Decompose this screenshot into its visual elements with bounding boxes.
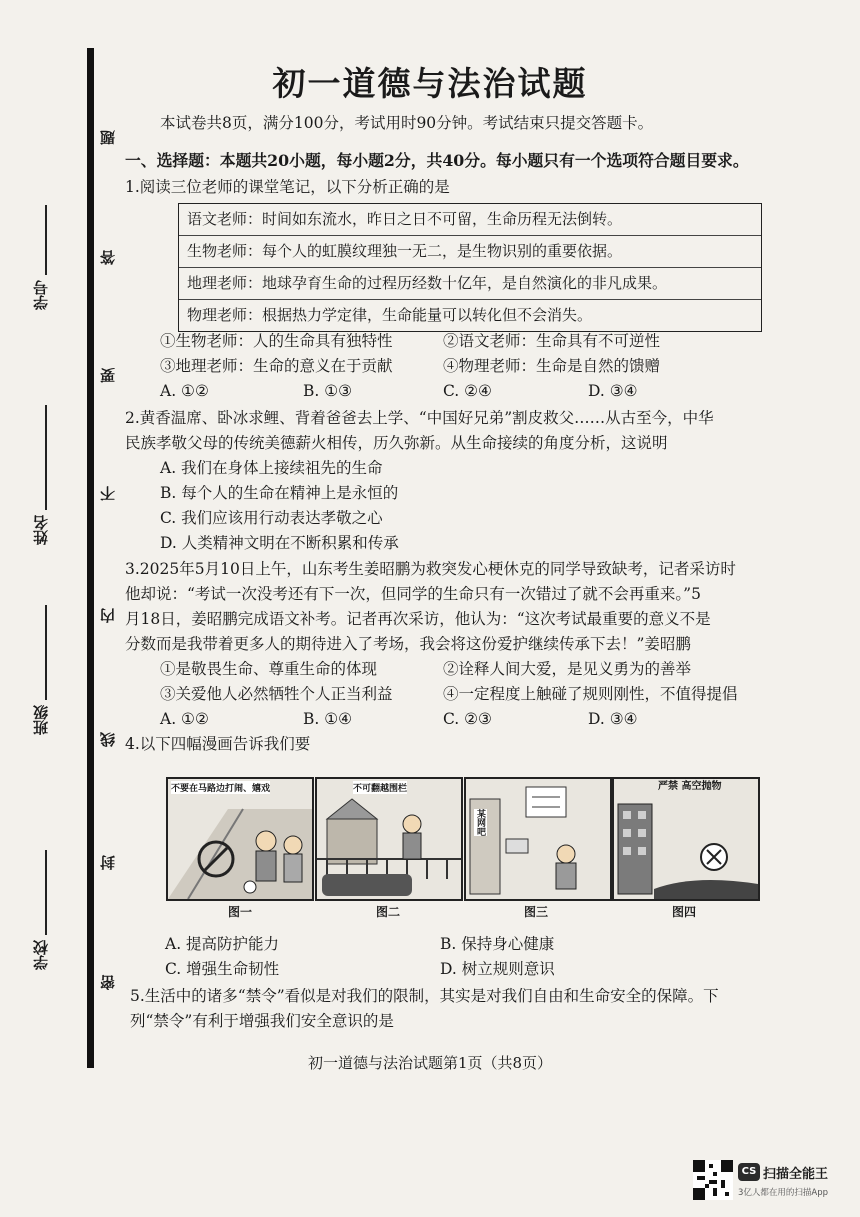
question-4-stem: 4.以下四幅漫画告诉我们要 — [125, 735, 311, 753]
option-c: C. 我们应该用行动表达孝敬之心 — [160, 509, 383, 527]
note-row: 语文老师：时间如东流水，昨日之日不可留，生命历程无法倒转。 — [179, 204, 761, 236]
student-id-blank — [45, 205, 47, 275]
scanner-tagline: 3亿人都在用的扫描App — [738, 1188, 829, 1198]
option-d: D. ③④ — [588, 710, 638, 728]
comic-sign: 不要在马路边打闹、嬉戏 — [171, 781, 270, 794]
school-label: 学校 — [32, 940, 50, 970]
scanner-app-name: 扫描全能王 — [763, 1167, 829, 1182]
page-title: 初一道德与法治试题 — [272, 64, 588, 103]
name-label: 姓名 — [32, 515, 50, 545]
question-3-line: 分数而是我带着更多人的期待进入了考场，我会将这份爱护继续传承下去！”姜昭鹏 — [125, 635, 691, 653]
option-a: A. 提高防护能力 — [165, 935, 280, 953]
seal-char: 题 — [99, 130, 117, 145]
statement-3: ③地理老师：生命的意义在于贡献 — [160, 357, 393, 375]
seal-char: 封 — [99, 855, 117, 870]
seal-char: 不 — [99, 486, 117, 501]
comic-sign: 严禁 高空抛物 — [658, 781, 722, 792]
comic-caption: 图三 — [524, 905, 549, 919]
statement-1: ①生物老师：人的生命具有独特性 — [160, 332, 393, 350]
question-2-line: 2.黄香温席、卧冰求鲤、背着爸爸去上学、“中国好兄弟”割皮救父……从古至今，中华 — [125, 409, 714, 427]
note-row: 地理老师：地球孕育生命的过程历经数十亿年，是自然演化的非凡成果。 — [179, 268, 761, 300]
option-b: B. ①④ — [303, 710, 353, 728]
school-blank — [45, 850, 47, 935]
question-2-line: 民族孝敬父母的传统美德薪火相传，历久弥新。从生命接续的角度分析，这说明 — [125, 434, 668, 452]
statement-3: ③关爱他人必然牺牲个人正当利益 — [160, 685, 393, 703]
page-footer: 初一道德与法治试题第1页（共8页） — [307, 1054, 553, 1072]
option-c: C. 增强生命韧性 — [165, 960, 280, 978]
seal-char: 要 — [99, 368, 117, 383]
statement-2: ②诠释人间大爱，是见义勇为的善举 — [443, 660, 692, 678]
comic-illustration — [168, 779, 312, 899]
option-a: A. ①② — [160, 382, 209, 400]
seal-char: 答 — [99, 250, 117, 265]
question-5-line: 5.生活中的诸多“禁令”看似是对我们的限制，其实是对我们自由和生命安全的保障。下 — [130, 987, 719, 1005]
scanner-logo: CS — [738, 1163, 760, 1181]
seal-char: 内 — [99, 608, 117, 623]
note-row: 物理老师：根据热力学定律，生命能量可以转化但不会消失。 — [187, 306, 593, 324]
comic-panel-2 — [315, 777, 463, 901]
comic-caption: 图一 — [228, 905, 253, 919]
comic-caption: 图二 — [376, 905, 401, 919]
comic-caption: 图四 — [672, 905, 697, 919]
option-b: B. ①③ — [303, 382, 353, 400]
option-c: C. ②③ — [443, 710, 492, 728]
comic-panel-4 — [612, 777, 760, 901]
comic-sign: 不可翻越围栏 — [353, 781, 407, 794]
option-d: D. ③④ — [588, 382, 638, 400]
class-blank — [45, 605, 47, 700]
comic-illustration — [317, 779, 461, 899]
option-a: A. 我们在身体上接续祖先的生命 — [160, 459, 383, 477]
comic-illustration — [614, 779, 758, 899]
question-3-line: 3.2025年5月10日上午，山东考生姜昭鹏为救突发心梗休克的同学导致缺考，记者采访时 — [125, 560, 736, 578]
option-d: D. 人类精神文明在不断积累和传承 — [160, 534, 399, 552]
statement-4: ④一定程度上触碰了规则刚性，不值得提倡 — [443, 685, 738, 703]
comic-panel-3 — [464, 777, 612, 901]
student-id-label: 学号 — [32, 280, 50, 310]
option-c: C. ②④ — [443, 382, 492, 400]
name-blank — [45, 405, 47, 510]
statement-1: ①是敬畏生命、尊重生命的体现 — [160, 660, 378, 678]
statement-4: ④物理老师：生命是自然的馈赠 — [443, 357, 661, 375]
question-3-line: 他却说：“考试一次没考还有下一次，但同学的生命只有一次错过了就不会再重来。”5 — [125, 585, 701, 603]
note-row: 生物老师：每个人的虹膜纹理独一无二，是生物识别的重要依据。 — [179, 236, 761, 268]
option-b: B. 每个人的生命在精神上是永恒的 — [160, 484, 399, 502]
comic-illustration — [466, 779, 610, 899]
seal-char: 线 — [99, 732, 117, 747]
statement-2: ②语文老师：生命具有不可逆性 — [443, 332, 661, 350]
option-a: A. ①② — [160, 710, 209, 728]
option-d: D. 树立规则意识 — [440, 960, 555, 978]
question-5-line: 列“禁令”有利于增强我们安全意识的是 — [130, 1012, 394, 1030]
comic-sign: 某网吧 — [475, 809, 485, 836]
option-b: B. 保持身心健康 — [440, 935, 555, 953]
seal-char: 密 — [99, 975, 117, 990]
question-1-stem: 1.阅读三位老师的课堂笔记，以下分析正确的是 — [125, 178, 450, 196]
teacher-notes-table — [178, 203, 762, 332]
question-3-line: 月18日，姜昭鹏完成语文补考。记者再次采访，他认为：“这次考试最重要的意义不是 — [125, 610, 711, 628]
section-heading: 一、选择题：本题共20小题，每小题2分，共40分。每小题只有一个选项符合题目要求。 — [125, 151, 749, 170]
comic-panel-1 — [166, 777, 314, 901]
exam-instructions: 本试卷共8页，满分100分，考试用时90分钟。考试结束只提交答题卡。 — [160, 114, 654, 132]
qr-code-icon — [693, 1160, 733, 1200]
class-label: 班级 — [32, 705, 50, 735]
binding-line — [87, 48, 94, 1068]
